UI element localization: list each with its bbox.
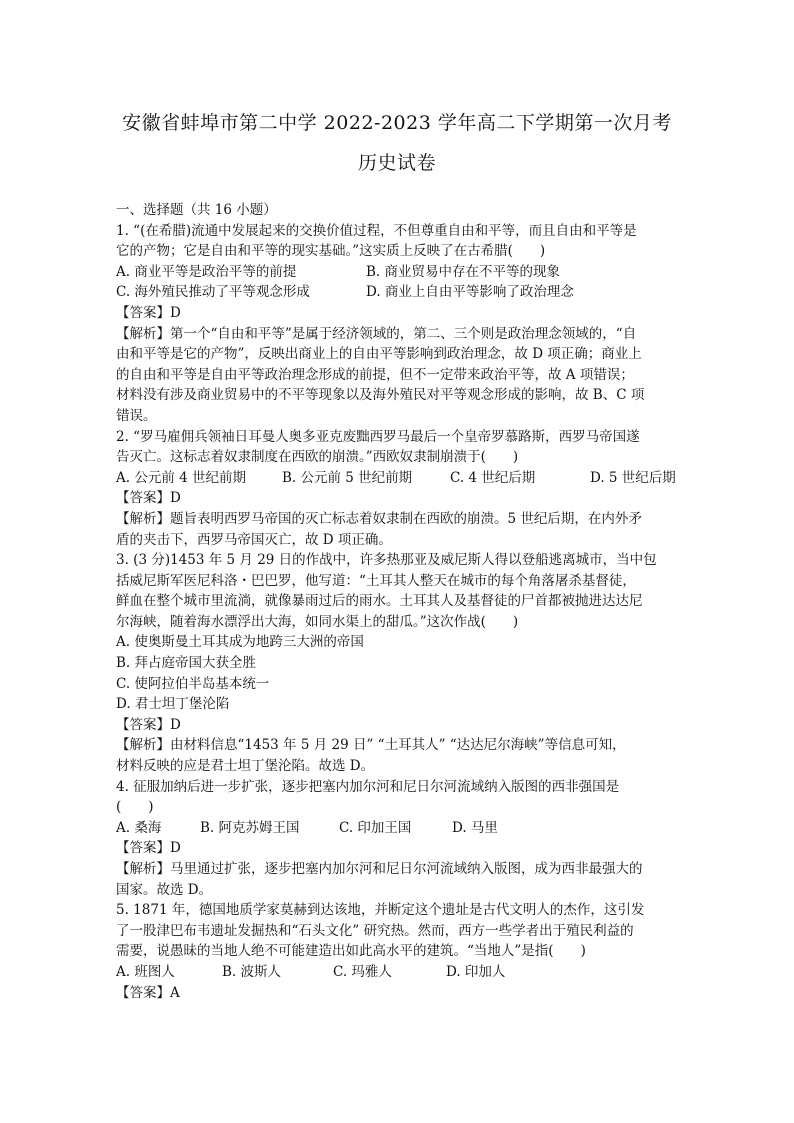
option-c: C. 4 世纪后期 bbox=[450, 469, 536, 486]
analysis-line: 国家。故选 D。 bbox=[116, 881, 213, 898]
question-stem-line: 尔海峡，随着海水漂浮出大海，如同水渠上的甜瓜。”这次作战( ) bbox=[116, 613, 519, 630]
analysis-line: 【解析】题旨表明西罗马帝国的灭亡标志着奴隶制在西欧的崩溃。5 世纪后期，在内外矛 bbox=[116, 510, 642, 527]
analysis-line: 材料反映的应是君士坦丁堡沦陷。故选 D。 bbox=[116, 758, 375, 775]
option-c: C. 玛雅人 bbox=[333, 963, 392, 980]
question-2 bbox=[116, 427, 682, 551]
analysis-line: 【解析】由材料信息“1453 年 5 月 29 日” “土耳其人” “达达尼尔海峡”等信息可知， bbox=[116, 737, 626, 754]
analysis-line: 的自由和平等是自由平等政治理念形成的前提，但不一定带来政治平等，故 A 项错误； bbox=[116, 366, 634, 383]
question-stem-line: 鲜血在整个城市里流淌，就像暴雨过后的雨水。土耳其人及基督徒的尸首都被抛进达达尼 bbox=[116, 593, 643, 610]
option-row bbox=[116, 468, 682, 489]
question-5 bbox=[116, 900, 682, 1003]
option-c: C. 印加王国 bbox=[339, 819, 412, 836]
question-stem-line: 需要，说愚昧的当地人绝不可能建造出如此高水平的建筑。“当地人”是指( ) bbox=[116, 943, 586, 960]
answer-line: 【答案】D bbox=[116, 304, 181, 321]
question-content bbox=[116, 200, 682, 1003]
option-a: A. 商业平等是政治平等的前提 bbox=[116, 263, 297, 280]
option-b: B. 公元前 5 世纪前期 bbox=[282, 469, 413, 486]
analysis-line: 材料没有涉及商业贸易中的不平等现象以及海外殖民对平等观念形成的影响，故 B、C 项 bbox=[116, 387, 645, 404]
option-a: A. 使奥斯曼土耳其成为地跨三大洲的帝国 bbox=[116, 634, 364, 651]
option-a: A. 班图人 bbox=[116, 963, 175, 980]
question-stem-line: 4. 征服加纳后进一步扩张，逐步把塞内加尔河和尼日尔河流域纳入版图的西非强国是 bbox=[116, 778, 620, 795]
exam-subtitle: 历史试卷 bbox=[357, 152, 436, 174]
option-b: B. 商业贸易中存在不平等的现象 bbox=[366, 263, 561, 280]
option-d: D. 印加人 bbox=[446, 963, 506, 980]
analysis-line: 盾的夹击下，西罗马帝国灭亡，故 D 项正确。 bbox=[116, 531, 392, 548]
option-a: A. 桑海 bbox=[116, 819, 162, 836]
question-stem-line: 2. “罗马雇佣兵领袖日耳曼人奥多亚克废黜西罗马最后一个皇帝罗慕路斯，西罗马帝国遂 bbox=[116, 428, 640, 445]
exam-title: 安徽省蚌埠市第二中学 2022-2023 学年高二下学期第一次月考 bbox=[122, 112, 672, 134]
option-row bbox=[116, 962, 682, 983]
option-b: B. 阿克苏姆王国 bbox=[200, 819, 300, 836]
question-stem-line: 括威尼斯军医尼科洛・巴巴罗，他写道：“土耳其人整天在城市的每个角落屠杀基督徒， bbox=[116, 572, 636, 589]
option-c: C. 海外殖民推动了平等观念形成 bbox=[116, 284, 310, 301]
answer-line: 【答案】D bbox=[116, 490, 181, 507]
analysis-line: 由和平等是它的产物”，反映出商业上的自由平等影响到政治理念，故 D 项正确；商业上 bbox=[116, 346, 642, 363]
answer-line: 【答案】A bbox=[116, 984, 180, 1001]
question-stem-line: 它的产物；它是自由和平等的现实基础。”这实质上反映了在古希腊( ) bbox=[116, 243, 546, 260]
option-d: D. 君士坦丁堡沦陷 bbox=[116, 696, 230, 713]
question-3 bbox=[116, 550, 682, 777]
question-1 bbox=[116, 221, 682, 427]
section-heading: 一、选择题（共 16 小题） bbox=[116, 202, 277, 218]
question-stem-line: 1. “(在希腊)流通中发展起来的交换价值过程，不但尊重自由和平等，而且自由和平等是 bbox=[116, 222, 637, 239]
answer-line: 【答案】D bbox=[116, 840, 181, 857]
analysis-line: 错误。 bbox=[116, 407, 157, 424]
option-b: B. 拜占庭帝国大获全胜 bbox=[116, 655, 257, 672]
option-d: D. 马里 bbox=[452, 819, 498, 836]
option-row bbox=[116, 282, 682, 303]
option-c: C. 使阿拉伯半岛基本统一 bbox=[116, 675, 270, 692]
analysis-line: 【解析】马里通过扩张，逐步把塞内加尔河和尼日尔河流域纳入版图，成为西非最强大的 bbox=[116, 861, 643, 877]
option-b: B. 波斯人 bbox=[222, 963, 282, 980]
option-row bbox=[116, 818, 682, 839]
question-stem-line: 了一股津巴布韦遗址发掘热和“石头文化” 研究热。然而，西方一些学者出于殖民利益的 bbox=[116, 922, 634, 939]
option-row bbox=[116, 262, 682, 283]
question-stem-line: 告灭亡。这标志着奴隶制度在西欧的崩溃。”西欧奴隶制崩溃于( ) bbox=[116, 449, 519, 466]
question-stem-line: 3. (3 分)1453 年 5 月 29 日的作战中，许多热那亚及威尼斯人得以登船逃离城市，当中包 bbox=[116, 552, 657, 569]
question-stem-line: ( ) bbox=[116, 799, 154, 816]
option-d: D. 5 世纪后期 bbox=[590, 469, 676, 486]
question-4 bbox=[116, 777, 682, 901]
answer-line: 【答案】D bbox=[116, 716, 181, 733]
option-a: A. 公元前 4 世纪前期 bbox=[116, 469, 247, 486]
analysis-line: 【解析】第一个“自由和平等”是属于经济领域的，第二、三个则是政治理念领域的，“自 bbox=[116, 325, 637, 342]
option-d: D. 商业上自由平等影响了政治理念 bbox=[366, 284, 574, 301]
question-stem-line: 5. 1871 年，德国地质学家莫赫到达该地，并断定这个遗址是古代文明人的杰作，这引发 bbox=[116, 902, 645, 919]
